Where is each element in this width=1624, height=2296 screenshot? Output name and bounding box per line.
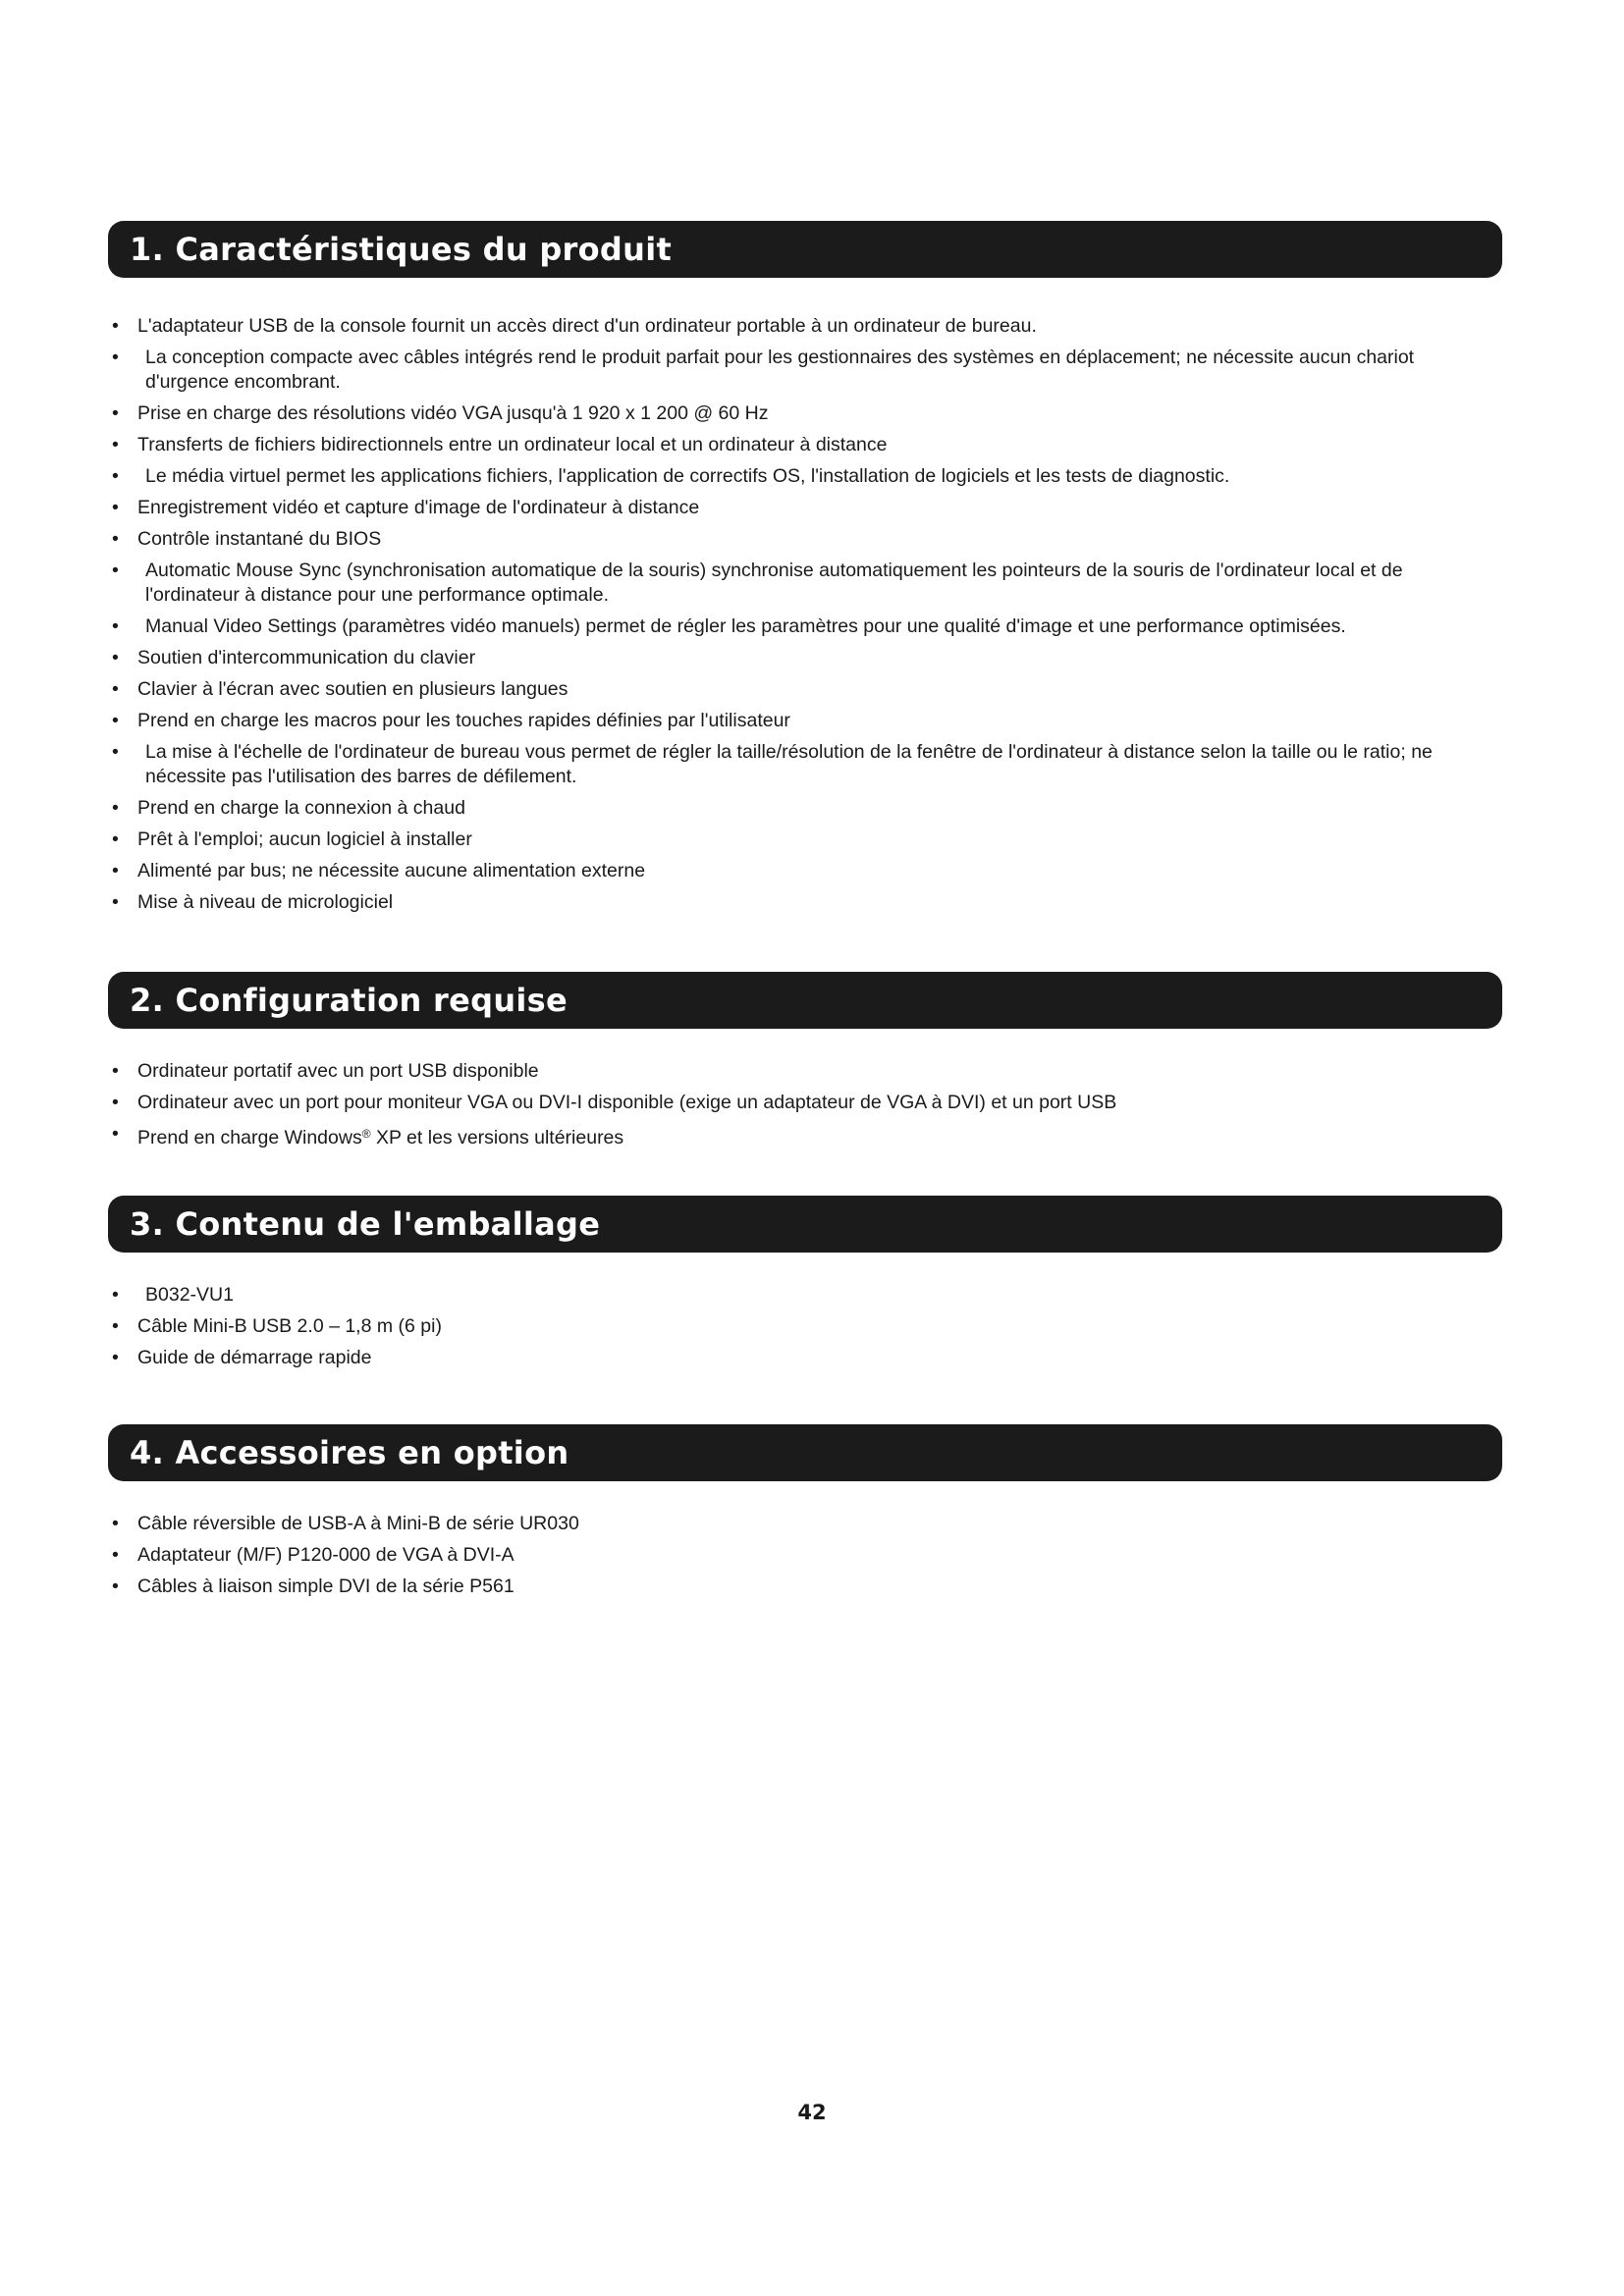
list-item: • Manual Video Settings (paramètres vidéo manuels) permet de régler les paramètres pour une qualité d'image et une performance optimisées. (112, 615, 1346, 637)
list-item: • Guide de démarrage rapide (112, 1347, 372, 1368)
list-item: • Adaptateur (M/F) P120-000 de VGA à DVI-A (112, 1544, 514, 1566)
section-header-package-contents (108, 1196, 1502, 1253)
list-item: • Clavier à l'écran avec soutien en plusieurs langues (112, 678, 568, 700)
registered-mark: ® (361, 1127, 371, 1141)
list-item: • Enregistrement vidéo et capture d'image de l'ordinateur à distance (112, 497, 700, 518)
list-item: • Câble réversible de USB-A à Mini-B de série UR030 (112, 1513, 579, 1534)
list-item: • Prêt à l'emploi; aucun logiciel à installer (112, 828, 472, 850)
section-title: 4. Accessoires en option (130, 1434, 569, 1471)
list-item: • Automatic Mouse Sync (synchronisation automatique de la souris) synchronise automatiquement les pointeurs de la souris de l'ordinateur local et de l'ordinateur à distance pour une performance optimale. (112, 560, 1403, 606)
section-title: 1. Caractéristiques du produit (130, 231, 673, 268)
page-number: 42 (797, 2101, 827, 2124)
list-item: • B032-VU1 (112, 1284, 234, 1306)
list-item: • Contrôle instantané du BIOS (112, 528, 382, 550)
list-item: • Prend en charge les macros pour les touches rapides définies par l'utilisateur (112, 710, 790, 731)
list-item: • Alimenté par bus; ne nécessite aucune alimentation externe (112, 860, 646, 881)
list-item: • La mise à l'échelle de l'ordinateur de bureau vous permet de régler la taille/résolution de la fenêtre de l'ordinateur à distance selon la taille ou le ratio; ne nécessite pas l'utilisation des barres de défilement. (112, 741, 1433, 787)
requirements-list (110, 1059, 1494, 1157)
list-item: • Soutien d'intercommunication du clavier (112, 647, 476, 668)
section-header-optional-accessories (108, 1424, 1502, 1481)
list-item: • Ordinateur portatif avec un port USB disponible (112, 1060, 539, 1082)
section-title: 3. Contenu de l'emballage (130, 1205, 601, 1243)
section-title: 2. Configuration requise (130, 982, 568, 1019)
list-item: • Transferts de fichiers bidirectionnels entre un ordinateur local et un ordinateur à distance (112, 434, 888, 455)
package-contents-list (110, 1283, 1494, 1377)
list-item: • Ordinateur avec un port pour moniteur VGA ou DVI-I disponible (exige un adaptateur de VGA à DVI) et un port USB (112, 1092, 1117, 1113)
list-item: • Le média virtuel permet les applications fichiers, l'application de correctifs OS, l'installation de logiciels et les tests de diagnostic. (112, 465, 1230, 487)
list-item: • Mise à niveau de micrologiciel (112, 891, 394, 913)
list-item: • Prise en charge des résolutions vidéo VGA jusqu'à 1 920 x 1 200 @ 60 Hz (112, 402, 769, 424)
optional-accessories-list (110, 1512, 1494, 1606)
section-header-features (108, 221, 1502, 278)
list-item: • L'adaptateur USB de la console fournit un accès direct d'un ordinateur portable à un ordinateur de bureau. (112, 315, 1037, 337)
list-item: • Câbles à liaison simple DVI de la série P561 (112, 1575, 514, 1597)
list-item: • Prend en charge la connexion à chaud (112, 797, 465, 819)
section-header-requirements (108, 972, 1502, 1029)
features-list (110, 314, 1494, 922)
list-item: • Câble Mini-B USB 2.0 – 1,8 m (6 pi) (112, 1315, 442, 1337)
list-item: • La conception compacte avec câbles intégrés rend le produit parfait pour les gestionnaires des systèmes en déplacement; ne nécessite aucun chariot d'urgence encombrant. (112, 347, 1415, 393)
list-item: • Prend en charge Windows® XP et les versions ultérieures (112, 1123, 624, 1148)
